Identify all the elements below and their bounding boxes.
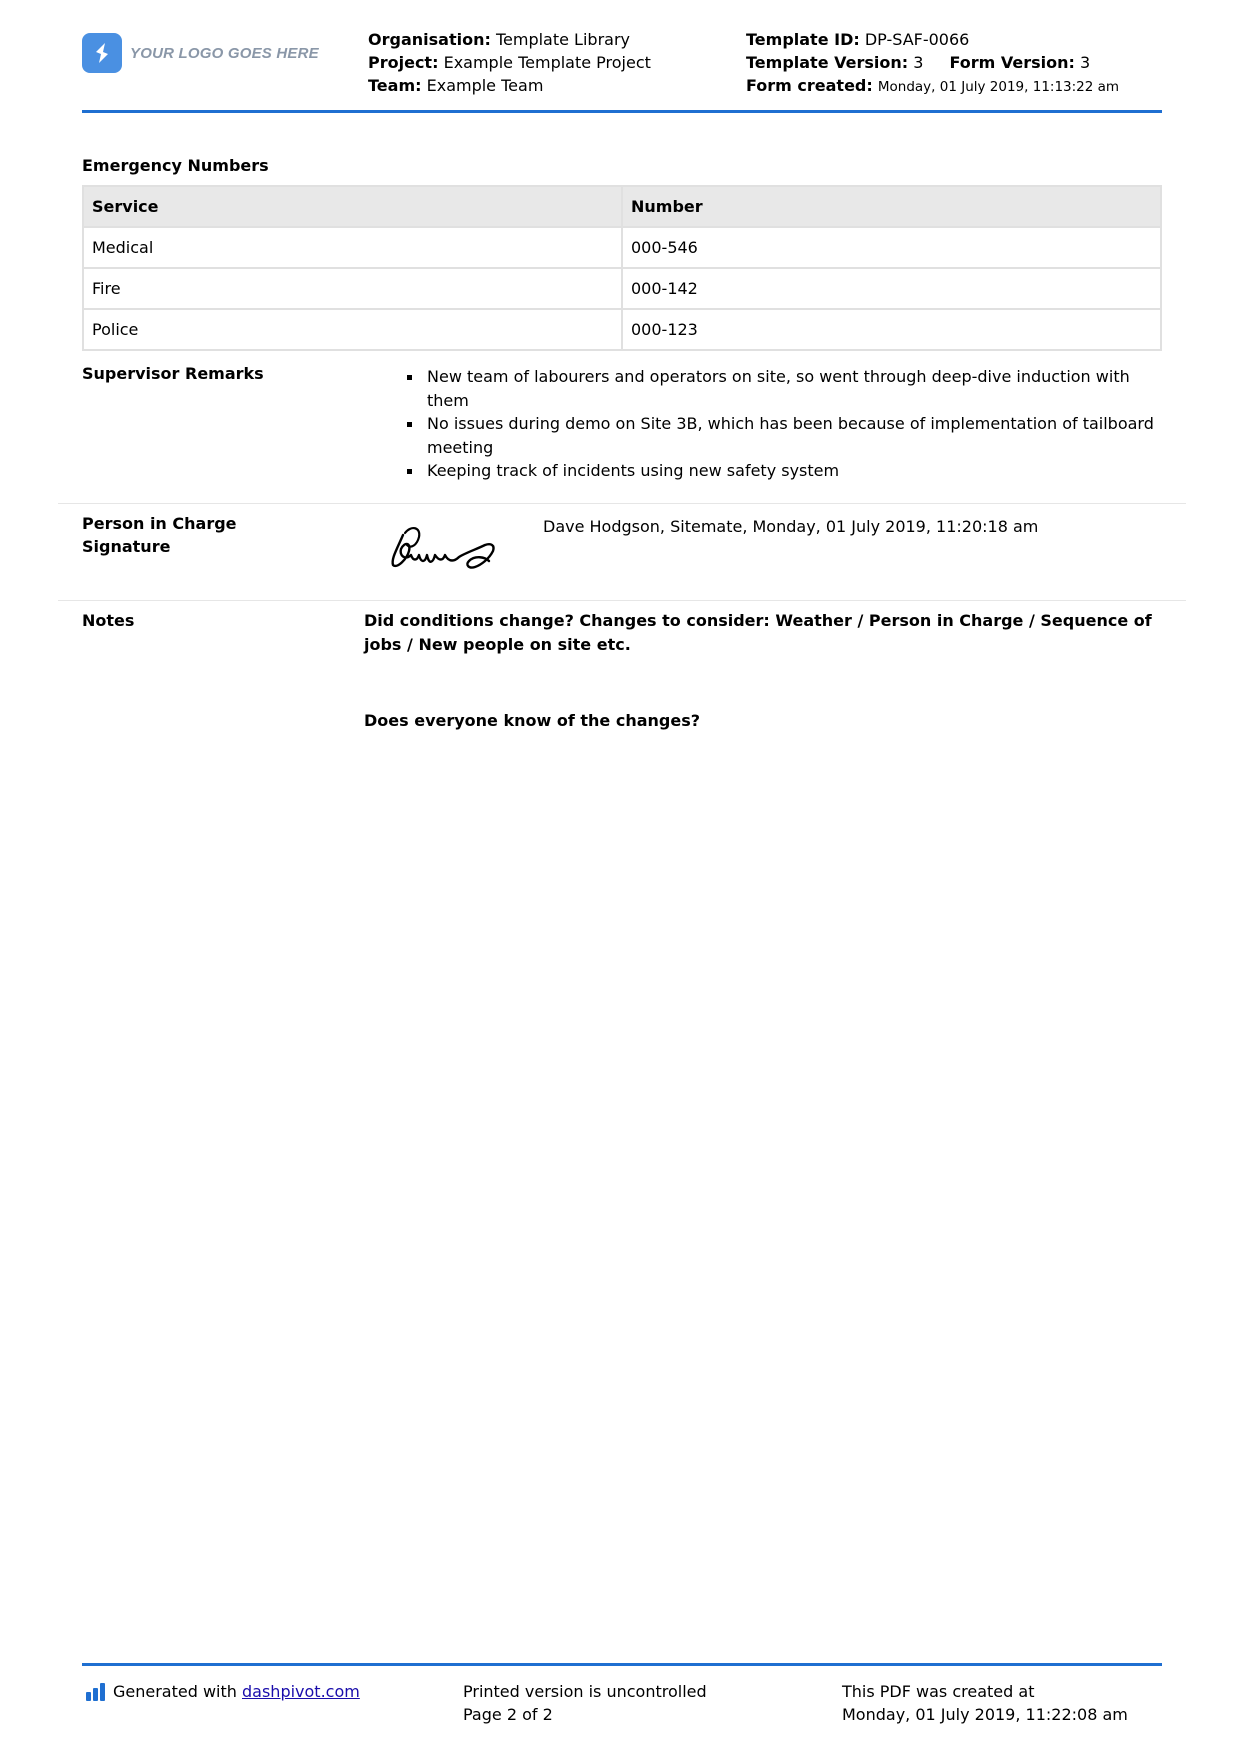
supervisor-remarks-label: Supervisor Remarks	[82, 364, 264, 383]
table-row	[83, 227, 1161, 268]
service-cell: Fire	[83, 268, 622, 309]
template-id-value: DP-SAF-0066	[864, 30, 970, 49]
project-value: Example Template Project	[443, 53, 651, 72]
form-created-label: Form created:	[746, 76, 873, 95]
page-header	[82, 28, 1162, 112]
form-created-value: Monday, 01 July 2019, 11:13:22 am	[877, 79, 1120, 95]
notes-question-changes: Does everyone know of the changes?	[364, 711, 701, 730]
generated-prefix: Generated with	[113, 1682, 242, 1701]
dashpivot-link[interactable]: dashpivot.com	[242, 1682, 360, 1701]
signature-meta: Dave Hodgson, Sitemate, Monday, 01 July 2019, 11:20:18 am	[543, 517, 1039, 536]
supervisor-remarks-list	[405, 365, 1165, 483]
notes-label: Notes	[82, 611, 135, 630]
header-divider	[82, 110, 1162, 113]
pdf-created-value: Monday, 01 July 2019, 11:22:08 am	[842, 1705, 1128, 1724]
number-cell: 000-123	[622, 309, 1161, 350]
footer-created	[842, 1680, 1128, 1726]
team-value: Example Team	[426, 76, 544, 95]
column-header-service: Service	[83, 186, 622, 227]
team-label: Team:	[368, 76, 422, 95]
form-version-label: Form Version:	[949, 53, 1075, 72]
notes-question-conditions: Did conditions change? Changes to consider: Weather / Person in Charge / Sequence of jobs / New people on site etc.	[364, 611, 1152, 654]
organisation-value: Template Library	[495, 30, 630, 49]
table-row	[83, 268, 1161, 309]
section-divider	[58, 503, 1186, 504]
page-number: Page 2 of 2	[463, 1705, 553, 1724]
table-row	[83, 309, 1161, 350]
footer-divider	[82, 1663, 1162, 1666]
column-header-number: Number	[622, 186, 1161, 227]
template-version-value: 3	[913, 53, 924, 72]
number-cell: 000-142	[622, 268, 1161, 309]
footer-generated	[86, 1680, 360, 1703]
header-project-info	[368, 28, 651, 97]
company-logo	[82, 33, 319, 73]
service-cell: Police	[83, 309, 622, 350]
template-id-label: Template ID:	[746, 30, 860, 49]
signature-image	[385, 515, 505, 577]
organisation-label: Organisation:	[368, 30, 491, 49]
table-header-row	[83, 186, 1161, 227]
template-version-label: Template Version:	[746, 53, 909, 72]
signature-label: Person in Charge Signature	[82, 514, 237, 556]
header-template-info	[746, 28, 1119, 99]
form-version-value: 3	[1079, 53, 1091, 72]
footer-page-info	[463, 1680, 707, 1726]
list-item: No issues during demo on Site 3B, which has been because of implementation of tailboard meeting	[405, 412, 1165, 459]
project-label: Project:	[368, 53, 439, 72]
logo-text: YOUR LOGO GOES HERE	[130, 44, 319, 62]
uncontrolled-notice: Printed version is uncontrolled	[463, 1682, 707, 1701]
emergency-numbers-table	[82, 185, 1162, 351]
service-cell: Medical	[83, 227, 622, 268]
list-item: Keeping track of incidents using new safety system	[405, 459, 1165, 483]
section-divider	[58, 600, 1186, 601]
pdf-created-label: This PDF was created at	[842, 1682, 1035, 1701]
list-item: New team of labourers and operators on site, so went through deep-dive induction with them	[405, 365, 1165, 412]
logo-icon	[82, 33, 122, 73]
emergency-numbers-title: Emergency Numbers	[82, 156, 269, 175]
dashpivot-bars-icon	[86, 1683, 105, 1701]
number-cell: 000-546	[622, 227, 1161, 268]
